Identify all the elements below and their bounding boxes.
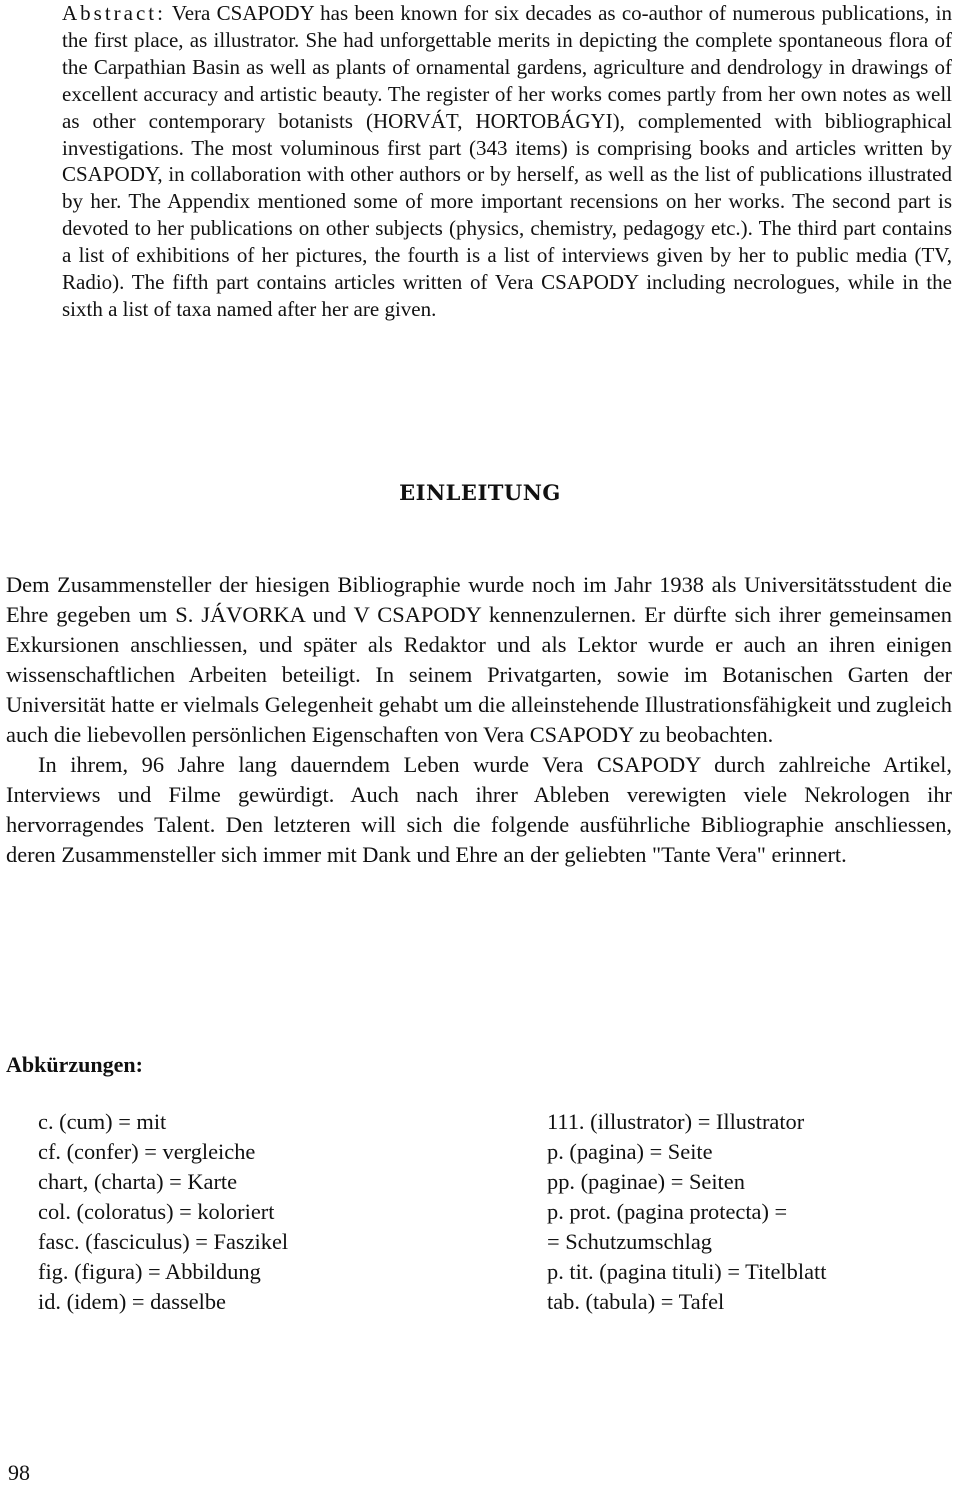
abbreviation-item: fig. (figura) = Abbildung (38, 1259, 261, 1284)
abbreviation-item: p. prot. (pagina protecta) = (547, 1199, 788, 1224)
abstract-label: Abstract: (62, 1, 166, 25)
abbreviation-item: p. (pagina) = Seite (547, 1139, 713, 1164)
abbreviation-item: pp. (paginae) = Seiten (547, 1169, 745, 1194)
section-heading: EINLEITUNG (399, 480, 561, 505)
abbreviation-item: c. (cum) = mit (38, 1109, 167, 1134)
abbreviations-left-column (38, 1107, 288, 1317)
intro-paragraph-1: Dem Zusammensteller der hiesigen Bibliographie wurde noch im Jahr 1938 als Universitätsstudent die Ehre gegeben um S. JÁVORKA und V CSAPODY kennenzulernen. Er dürfte sich ihrer gemeinsamen Exkursionen anschliessen, und später als Redaktor und als Lektor wurde er auch an ihren einigen wissenschaftlichen Arbeiten beteiligt. In seinem Privatgarten, sowie im Botanischen Garten der Universität hatte er vielmals Gelegenheit gehabt um die alleinstehende Illustrationsfähigkeit und zugleich auch die liebevollen persönlichen Eigenschaften von Vera CSAPODY zu beobachten. (6, 572, 952, 747)
abbreviation-item: = Schutzumschlag (547, 1229, 712, 1254)
abbreviation-item: 111. (illustrator) = Illustrator (547, 1109, 805, 1134)
abbreviation-item: cf. (confer) = vergleiche (38, 1139, 256, 1164)
abbreviation-item: p. tit. (pagina tituli) = Titelblatt (547, 1259, 827, 1284)
abbreviations-title: Abkürzungen: (6, 1052, 143, 1077)
abbreviation-item: tab. (tabula) = Tafel (547, 1289, 725, 1314)
abstract-text: Vera CSAPODY has been known for six decades as co-author of numerous publications, in the first place, as illustrator. She had unforgettable merits in depicting the complete spontaneous flora of the Carpathian Basin as well as plants of ornamental gardens, agriculture and dendrology in drawings of excellent accuracy and artistic beauty. The register of her works comes partly from her own notes as well as other contemporary botanists (HORVÁT, HORTOBÁGYI), complemented with bibliographical investigations. The most voluminous first part (343 items) is comprising books and articles written by CSAPODY, in collaboration with other authors or by herself, as well as the list of publications illustrated by her. The Appendix mentioned some of more important recensions on her works. The second part is devoted to her publications on other subjects (physics, chemistry, pedagogy etc.). The third part contains a list of exhibitions of her pictures, the fourth is a list of interviews given by her to public media (TV, Radio). The fifth part contains articles written of Vera CSAPODY including necrologues, while in the sixth a list of taxa named after her are given. (62, 1, 952, 321)
abbreviation-item: col. (coloratus) = koloriert (38, 1199, 275, 1224)
intro-paragraph-2: In ihrem, 96 Jahre lang dauerndem Leben wurde Vera CSAPODY durch zahlreiche Artikel, Interviews und Filme gewürdigt. Auch nach ihrer Ableben verewigten viele Nekrologen ihr hervorragendes Talent. Den letzteren will sich die folgende ausführliche Bibliographie anschliessen, deren Zusammensteller sich immer mit Dank und Ehre an der geliebten "Tante Vera" erinnert. (6, 752, 952, 867)
abbreviations-right-column (547, 1107, 826, 1317)
abstract-paragraph (62, 0, 952, 323)
page-number: 98 (8, 1460, 30, 1485)
abbreviation-item: fasc. (fasciculus) = Faszikel (38, 1229, 289, 1254)
abbreviation-item: id. (idem) = dasselbe (38, 1289, 226, 1314)
introduction-text (6, 570, 952, 870)
abbreviation-item: chart, (charta) = Karte (38, 1169, 238, 1194)
